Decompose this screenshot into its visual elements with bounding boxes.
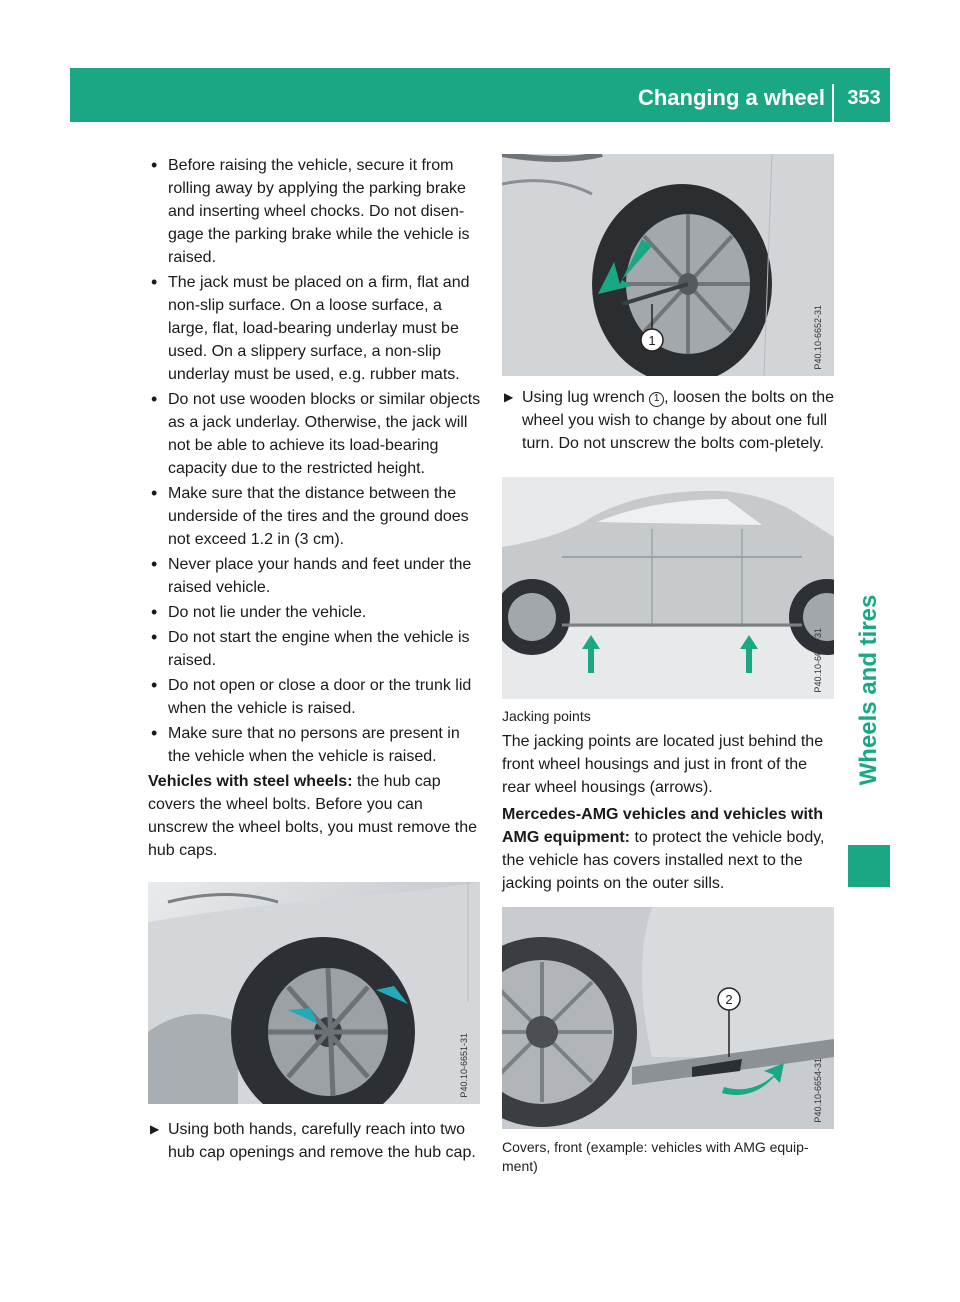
step-arrow-icon: ▶ (504, 390, 514, 404)
chapter-tab-label: Wheels and tires (855, 594, 882, 786)
bullet-item: • Make sure that the distance between the underside of the tires and the ground does not exceed 1.2 in (3 cm). (148, 482, 482, 551)
page-number: 353 (847, 87, 881, 109)
bullet-item: • Do not use wooden blocks or similar objects as a jack underlay. Otherwise, the jack will not be able to achieve its load-bearing capacity due to the restricted height. (148, 388, 482, 480)
amg-heading: Mercedes-AMG vehicles and vehicles with AMG equipment: (502, 806, 824, 846)
left-column (148, 154, 482, 1164)
step-remove-hub-cap (148, 1118, 482, 1164)
bullet-item: • Make sure that no persons are present in the vehicle when the vehicle is raised. (148, 722, 482, 768)
sill-covers-figure (502, 907, 834, 1129)
right-column (502, 154, 836, 1176)
bullet-item: • The jack must be placed on a firm, flat and non-slip surface. On a loose surface, a large, flat, load-bearing underlay must be used. On a slippery surface, a non-slip underlay must be used, e.g. rubber mats. (148, 271, 482, 386)
steel-wheels-paragraph (148, 770, 482, 862)
figure-callout: 1 (648, 333, 656, 348)
lug-wrench-illustration (502, 154, 834, 376)
bullet-item: • Do not start the engine when the vehicle is raised. (148, 626, 482, 672)
amg-text: to protect the vehicle body, the vehicle has covers installed next to the jacking points on the outer sills. (502, 829, 825, 892)
amg-paragraph (502, 803, 836, 895)
chapter-tab-marker (848, 845, 890, 887)
sill-covers-illustration (502, 907, 834, 1129)
callout-marker: 1 (649, 392, 664, 407)
step-arrow-icon: ▶ (150, 1122, 160, 1136)
step-loosen-bolts (502, 386, 836, 455)
header-divider (832, 84, 834, 122)
section-title: Changing a wheel (637, 85, 825, 110)
steel-wheels-heading: Vehicles with steel wheels: (148, 773, 353, 790)
bullet-item: • Do not open or close a door or the trunk lid when the vehicle is raised. (148, 674, 482, 720)
figure-caption: Covers, front (example: vehicles with AMG equip-ment) (502, 1139, 809, 1174)
figure-code: P40.10-6651-31 (459, 1033, 469, 1098)
jacking-points-illustration (502, 477, 834, 699)
jacking-points-figure (502, 477, 834, 699)
bullet-item: • Never place your hands and feet under the raised vehicle. (148, 553, 482, 599)
figure-code: P40.10-6653-31 (813, 628, 823, 693)
jacking-points-paragraph: The jacking points are located just behind the front wheel housings and just in front of the rear wheel housings (arrows). (502, 733, 824, 796)
step-text-part: Using lug wrench (522, 389, 650, 406)
hub-cap-illustration (148, 882, 480, 1104)
bullet-item: • Before raising the vehicle, secure it from rolling away by applying the parking brake and inserting wheel chocks. Do not disen-gage the parking brake while the vehicle is raised. (148, 154, 482, 269)
lug-wrench-figure (502, 154, 834, 376)
figure-caption: Jacking points (502, 708, 591, 724)
figure-callout: 2 (725, 992, 733, 1007)
figure-code: P40.10-6652-31 (813, 305, 823, 370)
step-text: Using both hands, carefully reach into two hub cap openings and remove the hub cap. (168, 1121, 476, 1161)
bullet-item: • Do not lie under the vehicle. (148, 601, 482, 624)
step-text-part: , loosen the bolts on the wheel you wish to change by about one full turn. Do not unscrew the bolts com-pletely. (522, 389, 835, 452)
figure-code: P40.10-6654-31 (813, 1058, 823, 1123)
hub-cap-figure (148, 882, 480, 1104)
steel-wheels-text: the hub cap covers the wheel bolts. Before you can unscrew the wheel bolts, you must remove the hub caps. (148, 773, 478, 859)
